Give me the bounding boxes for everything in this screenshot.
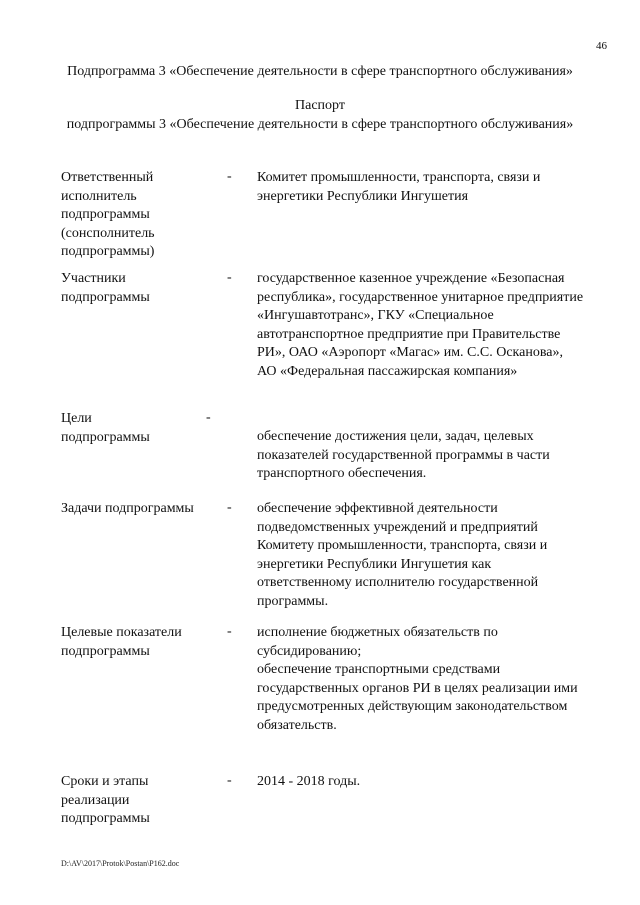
value-line: республика», государственное унитарное предприятие: [257, 289, 584, 305]
row-label-indicators: [61, 624, 182, 661]
value-line: обеспечение эффективной деятельности: [257, 501, 498, 516]
value-line: РИ», ОАО «Аэропорт «Магас» им. С.С. Осканова»,: [257, 345, 563, 360]
row-label-tasks: [61, 500, 194, 519]
value-line: предусмотренных действующим законодательством: [257, 699, 568, 714]
value-line: Комитет промышленности, транспорта, связи и: [257, 170, 541, 185]
value-line: АО «Федеральная пассажирская компания»: [257, 363, 518, 379]
row-value-indicators: [257, 624, 578, 735]
label-line: Целевые показатели: [61, 625, 182, 640]
value-line: показателей государственной программы в части: [257, 447, 550, 463]
row-value-timeline: [257, 773, 360, 792]
value-line: государственное казенное учреждение «Безопасная: [257, 271, 565, 286]
value-line: энергетики Республики Ингушетия: [257, 188, 469, 204]
passport-heading: Паспорт: [295, 98, 345, 113]
value-line: Комитету промышленности, транспорта, связи и: [257, 538, 548, 553]
document-title: Подпрограмма 3 «Обеспечение деятельности в сфере транспортного обслуживания»: [67, 64, 573, 79]
value-line: обязательств.: [257, 717, 337, 733]
label-line: Сроки и этапы: [61, 774, 149, 789]
label-line: подпрограммы: [61, 207, 150, 222]
label-line: исполнитель: [61, 188, 137, 204]
label-line: подпрограммы: [61, 643, 150, 659]
row-value-tasks: [257, 500, 547, 611]
row-dash: -: [227, 169, 232, 184]
row-dash: -: [227, 773, 232, 788]
label-line: подпрограммы: [61, 811, 150, 826]
label-line: Ответственный: [61, 170, 154, 185]
row-label-participants: [61, 270, 150, 307]
label-line: Цели: [61, 411, 92, 426]
value-line: обеспечение достижения цели, задач, целевых: [257, 429, 534, 444]
file-path-footer: D:\AV\2017\Protok\Postan\P162.doc: [61, 859, 180, 868]
row-label-responsible: [61, 169, 155, 262]
passport-subtitle: подпрограммы 3 «Обеспечение деятельности в сфере транспортного обслуживания»: [66, 117, 574, 132]
value-line: государственных органов РИ в целях реализации ими: [257, 680, 578, 696]
value-line: энергетики Республики Ингушетия как: [257, 556, 492, 572]
page-number: 46: [596, 40, 607, 52]
value-line: ответственному исполнителю государственной: [257, 575, 539, 590]
label-line: подпрограммы: [61, 429, 150, 445]
label-line: реализации: [61, 792, 130, 808]
row-dash: -: [206, 410, 211, 425]
row-value-goals: [257, 428, 550, 484]
row-value-responsible: [257, 169, 540, 206]
row-dash: -: [227, 624, 232, 639]
value-line: подведомственных учреждений и предприятий: [257, 519, 538, 535]
value-line: субсидированию;: [257, 643, 362, 659]
row-dash: -: [227, 500, 232, 515]
value-line: обеспечение транспортными средствами: [257, 662, 501, 677]
row-label-timeline: [61, 773, 150, 829]
value-line: программы.: [257, 593, 329, 609]
row-dash: -: [227, 270, 232, 285]
row-value-participants: [257, 270, 583, 381]
value-line: транспортного обеспечения.: [257, 466, 427, 481]
value-line: автотранспортное предприятие при Правительстве: [257, 326, 561, 342]
value-line: исполнение бюджетных обязательств по: [257, 625, 498, 640]
value-line: 2014 - 2018 годы.: [257, 774, 361, 789]
row-label-goals: [61, 410, 150, 447]
label-line: Участники: [61, 271, 126, 286]
value-line: «Ингушавтотранс», ГКУ «Специальное: [257, 308, 494, 323]
label-line: подпрограммы: [61, 289, 150, 305]
label-line: подпрограммы): [61, 244, 155, 259]
label-line: (сонсполнитель: [61, 225, 155, 241]
label-line: Задачи подпрограммы: [61, 501, 194, 516]
